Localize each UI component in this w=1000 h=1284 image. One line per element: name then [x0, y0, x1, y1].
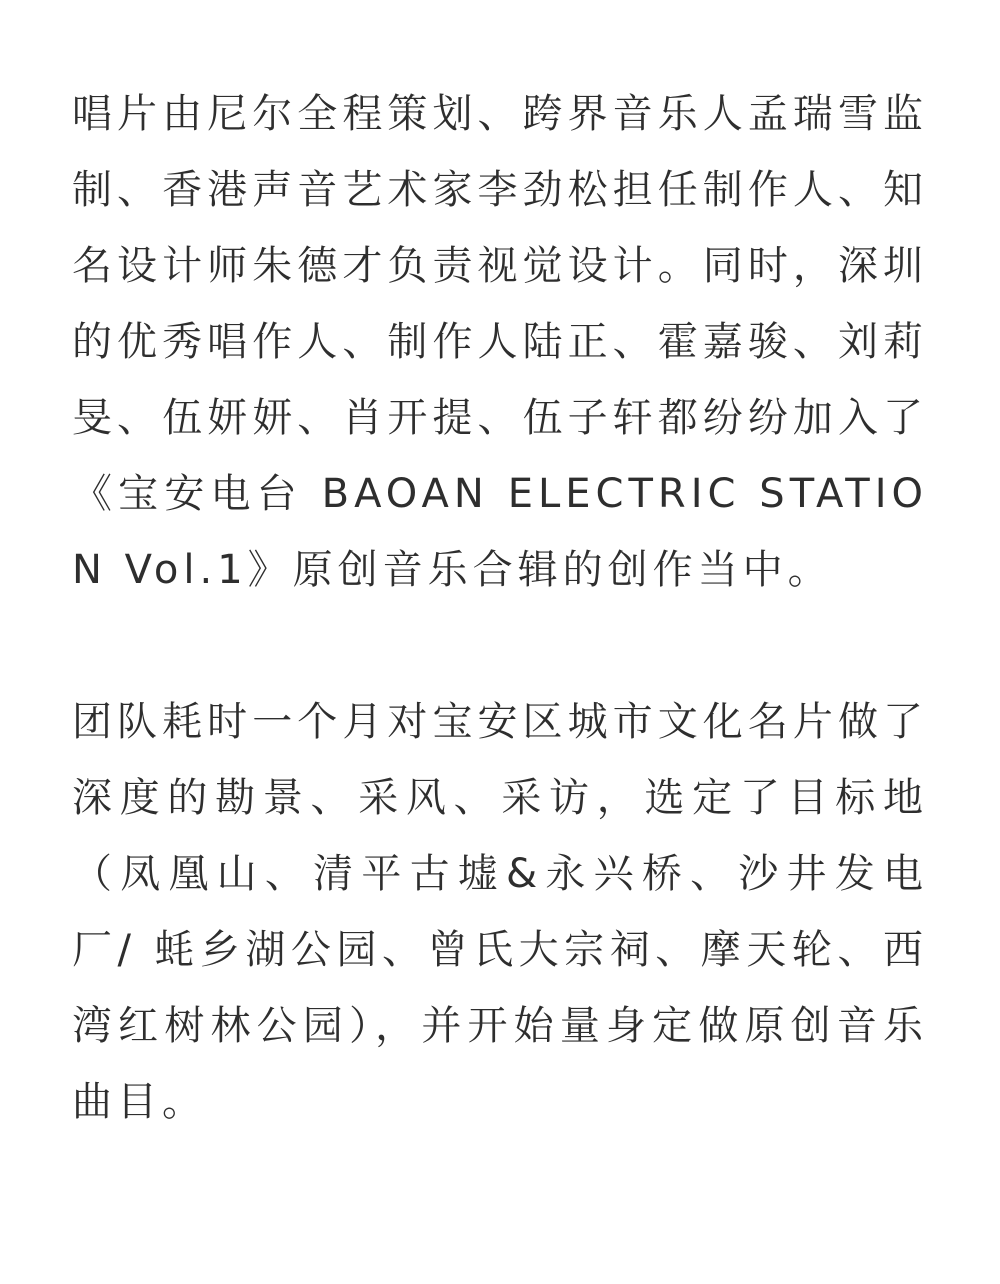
paragraph-team-research: 团队耗时一个月对宝安区城市文化名片做了深度的勘景、采风、采访，选定了目标地（凤凰山、清平古墟&永兴桥、沙井发电厂/ 蚝乡湖公园、曾氏大宗祠、摩天轮、西湾红树林公园），并开始量身定做原创音乐曲目。: [72, 699, 928, 1125]
article-body: [72, 76, 928, 1140]
paragraph-album-credits: 唱片由尼尔全程策划、跨界音乐人孟瑞雪监制、香港声音艺术家李劲松担任制作人、知名设计师朱德才负责视觉设计。同时，深圳的优秀唱作人、制作人陆正、霍嘉骏、刘莉旻、伍妍妍、肖开提、伍子轩都纷纷加入了《宝安电台 BAOAN ELECTRIC STATION Vol.1》原创音乐合辑的创作当中。: [72, 91, 928, 593]
